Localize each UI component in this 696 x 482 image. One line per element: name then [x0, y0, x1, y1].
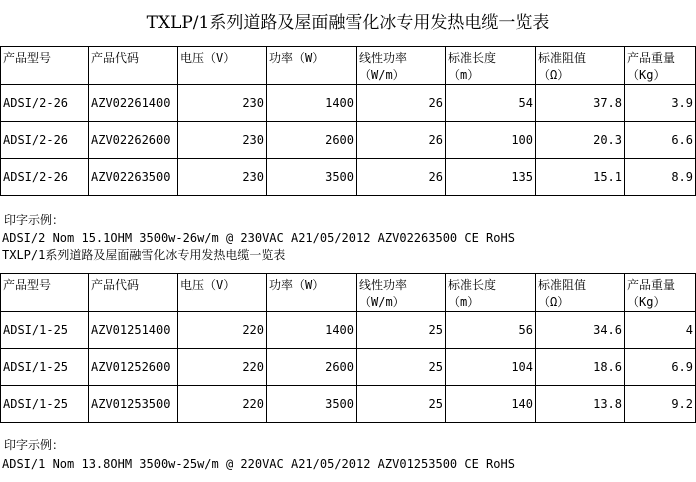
cell-power: 2600 [267, 122, 357, 159]
column-header-code: 产品代码 [89, 274, 178, 312]
cell-resistance: 13.8 [536, 386, 625, 423]
column-header-power: 功率（W） [267, 47, 357, 85]
cell-length: 54 [446, 85, 536, 122]
cell-length: 56 [446, 312, 536, 349]
section-title: TXLP/1系列道路及屋面融雪化冰专用发热电缆一览表 [2, 248, 286, 262]
cell-voltage: 220 [178, 312, 267, 349]
cell-resistance: 37.8 [536, 85, 625, 122]
print-example-label: 印字示例： [4, 438, 65, 452]
cell-power: 2600 [267, 349, 357, 386]
cell-weight: 6.9 [625, 349, 696, 386]
cell-code: AZV01253500 [89, 386, 178, 423]
cell-weight: 4 [625, 312, 696, 349]
cell-linear-power: 26 [357, 85, 446, 122]
cell-linear-power: 26 [357, 159, 446, 196]
cell-power: 1400 [267, 312, 357, 349]
cell-model: ADSI/2-26 [1, 122, 89, 159]
column-header-length: 标准长度 （m） [446, 274, 536, 312]
cell-voltage: 230 [178, 159, 267, 196]
cell-resistance: 15.1 [536, 159, 625, 196]
column-header-model: 产品型号 [1, 47, 89, 85]
cell-model: ADSI/1-25 [1, 349, 89, 386]
column-header-code: 产品代码 [89, 47, 178, 85]
column-header-linear-power: 线性功率 （W/m） [357, 274, 446, 312]
table-header-row [1, 47, 696, 85]
cell-voltage: 230 [178, 85, 267, 122]
cell-linear-power: 26 [357, 122, 446, 159]
cell-weight: 6.6 [625, 122, 696, 159]
column-header-resistance: 标准阻值 （Ω） [536, 47, 625, 85]
cell-model: ADSI/2-26 [1, 159, 89, 196]
table-row [1, 85, 696, 122]
cell-code: AZV01252600 [89, 349, 178, 386]
table-row [1, 386, 696, 423]
cell-length: 140 [446, 386, 536, 423]
page-title: TXLP/1系列道路及屋面融雪化冰专用发热电缆一览表 [146, 13, 550, 33]
cell-voltage: 220 [178, 386, 267, 423]
cell-power: 3500 [267, 159, 357, 196]
cable-table-1 [0, 46, 696, 196]
column-header-model: 产品型号 [1, 274, 89, 312]
cell-length: 104 [446, 349, 536, 386]
column-header-weight: 产品重量 （Kg） [625, 274, 696, 312]
cell-length: 135 [446, 159, 536, 196]
cell-weight: 8.9 [625, 159, 696, 196]
table-row [1, 312, 696, 349]
column-header-length: 标准长度 （m） [446, 47, 536, 85]
cell-weight: 9.2 [625, 386, 696, 423]
table-row [1, 122, 696, 159]
cell-length: 100 [446, 122, 536, 159]
cell-resistance: 18.6 [536, 349, 625, 386]
cell-code: AZV02263500 [89, 159, 178, 196]
cell-model: ADSI/1-25 [1, 386, 89, 423]
table-header-row [1, 274, 696, 312]
print-example-text: ADSI/1 Nom 13.8OHM 3500w-25w/m @ 220VAC A21/05/2012 AZV01253500 CE RoHS [2, 457, 515, 471]
cell-power: 3500 [267, 386, 357, 423]
cell-code: AZV02262600 [89, 122, 178, 159]
cell-voltage: 230 [178, 122, 267, 159]
cell-linear-power: 25 [357, 349, 446, 386]
cell-code: AZV02261400 [89, 85, 178, 122]
cell-weight: 3.9 [625, 85, 696, 122]
cell-linear-power: 25 [357, 312, 446, 349]
cell-power: 1400 [267, 85, 357, 122]
column-header-weight: 产品重量 （Kg） [625, 47, 696, 85]
cell-model: ADSI/2-26 [1, 85, 89, 122]
column-header-resistance: 标准阻值 （Ω） [536, 274, 625, 312]
column-header-voltage: 电压（V） [178, 47, 267, 85]
cell-linear-power: 25 [357, 386, 446, 423]
print-example-text: ADSI/2 Nom 15.1OHM 3500w-26w/m @ 230VAC A21/05/2012 AZV02263500 CE RoHS [2, 231, 515, 245]
cell-model: ADSI/1-25 [1, 312, 89, 349]
cell-voltage: 220 [178, 349, 267, 386]
column-header-linear-power: 线性功率 （W/m） [357, 47, 446, 85]
cable-table-2 [0, 273, 696, 423]
table-row [1, 159, 696, 196]
print-example-label: 印字示例： [4, 213, 65, 227]
cell-code: AZV01251400 [89, 312, 178, 349]
cell-resistance: 34.6 [536, 312, 625, 349]
column-header-voltage: 电压（V） [178, 274, 267, 312]
column-header-power: 功率（W） [267, 274, 357, 312]
cell-resistance: 20.3 [536, 122, 625, 159]
table-row [1, 349, 696, 386]
